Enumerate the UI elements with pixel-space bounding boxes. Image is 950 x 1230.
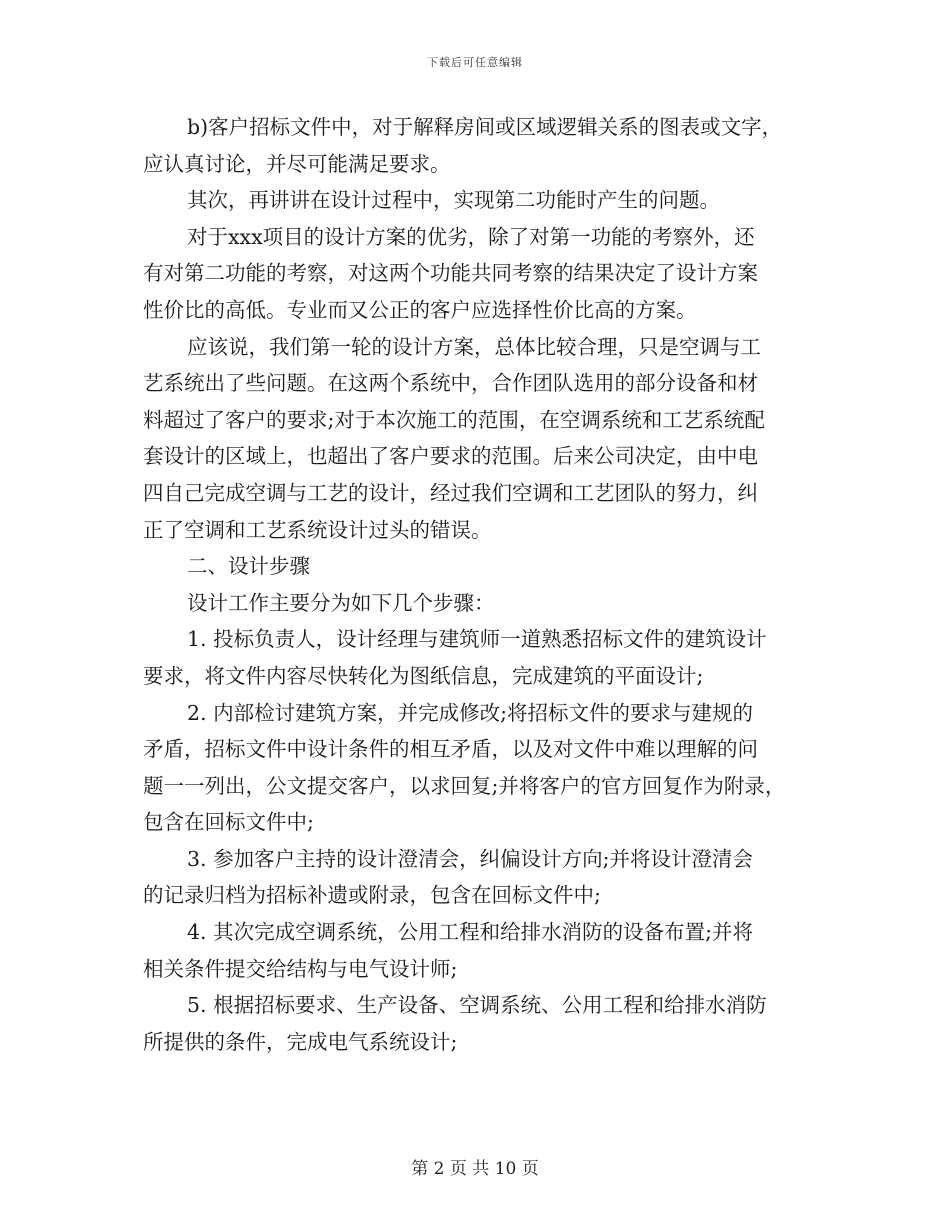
list-item-line: 所提供的条件，完成电气系统设计; [143,1029,458,1054]
list-item-line: 5. 根据招标要求、生产设备、空调系统、公用工程和给排水消防 [187,993,767,1018]
paragraph-line: 设计工作主要分为如下几个步骤： [187,590,495,615]
paragraph-line: 应该说，我们第一轮的设计方案，总体比较合理，只是空调与工 [187,334,761,359]
paragraph-line: 其次，再讲讲在设计过程中，实现第二功能时产生的问题。 [187,188,720,213]
document-body [143,109,810,1060]
list-item-line: 2. 内部检讨建筑方案，并完成修改;将招标文件的要求与建规的 [187,700,753,725]
list-item-line: 包含在回标文件中; [143,810,314,835]
section-heading: 二、设计步骤 [187,554,310,579]
list-item-line: 1. 投标负责人，设计经理与建筑师一道熟悉招标文件的建筑设计 [187,627,767,652]
list-item-line: 的记录归档为招标补遗或附录，包含在回标文件中; [143,883,601,908]
paragraph-line: 料超过了客户的要求;对于本次施工的范围，在空调系统和工艺系统配 [143,407,765,432]
list-item-line: 题一一列出，公文提交客户，以求回复;并将客户的官方回复作为附录， [143,773,786,798]
paragraph-line: 正了空调和工艺系统设计过头的错误。 [143,517,492,542]
paragraph-line: 套设计的区域上，也超出了客户要求的范围。后来公司决定，由中电 [143,444,758,469]
list-item-line: 相关条件提交给结构与电气设计师; [143,956,458,981]
paragraph-line: 四自己完成空调与工艺的设计，经过我们空调和工艺团队的努力，纠 [143,480,758,505]
page-number-footer: 第 2 页 共 10 页 [411,1159,539,1179]
paragraph-line: 性价比的高低。专业而又公正的客户应选择性价比高的方案。 [143,297,697,322]
list-item-line: 3. 参加客户主持的设计澄清会，纠偏设计方向;并将设计澄清会 [187,846,753,871]
paragraph-line: 有对第二功能的考察，对这两个功能共同考察的结果决定了设计方案 [143,261,758,286]
paragraph-line: 对于xxx项目的设计方案的优劣，除了对第一功能的考察外，还 [187,224,755,249]
list-item-line: 要求，将文件内容尽快转化为图纸信息，完成建筑的平面设计; [143,663,704,688]
paragraph-line: b)客户招标文件中，对于解释房间或区域逻辑关系的图表或文字， [187,115,783,139]
page-header: 下载后可任意编辑 [427,56,523,69]
list-item-line: 4. 其次完成空调系统，公用工程和给排水消防的设备布置;并将 [187,920,753,945]
paragraph-line: 艺系统出了些问题。在这两个系统中，合作团队选用的部分设备和材 [143,371,758,396]
paragraph-line: 应认真讨论，并尽可能满足要求。 [143,151,451,176]
list-item-line: 矛盾，招标文件中设计条件的相互矛盾，以及对文件中难以理解的问 [143,737,758,762]
